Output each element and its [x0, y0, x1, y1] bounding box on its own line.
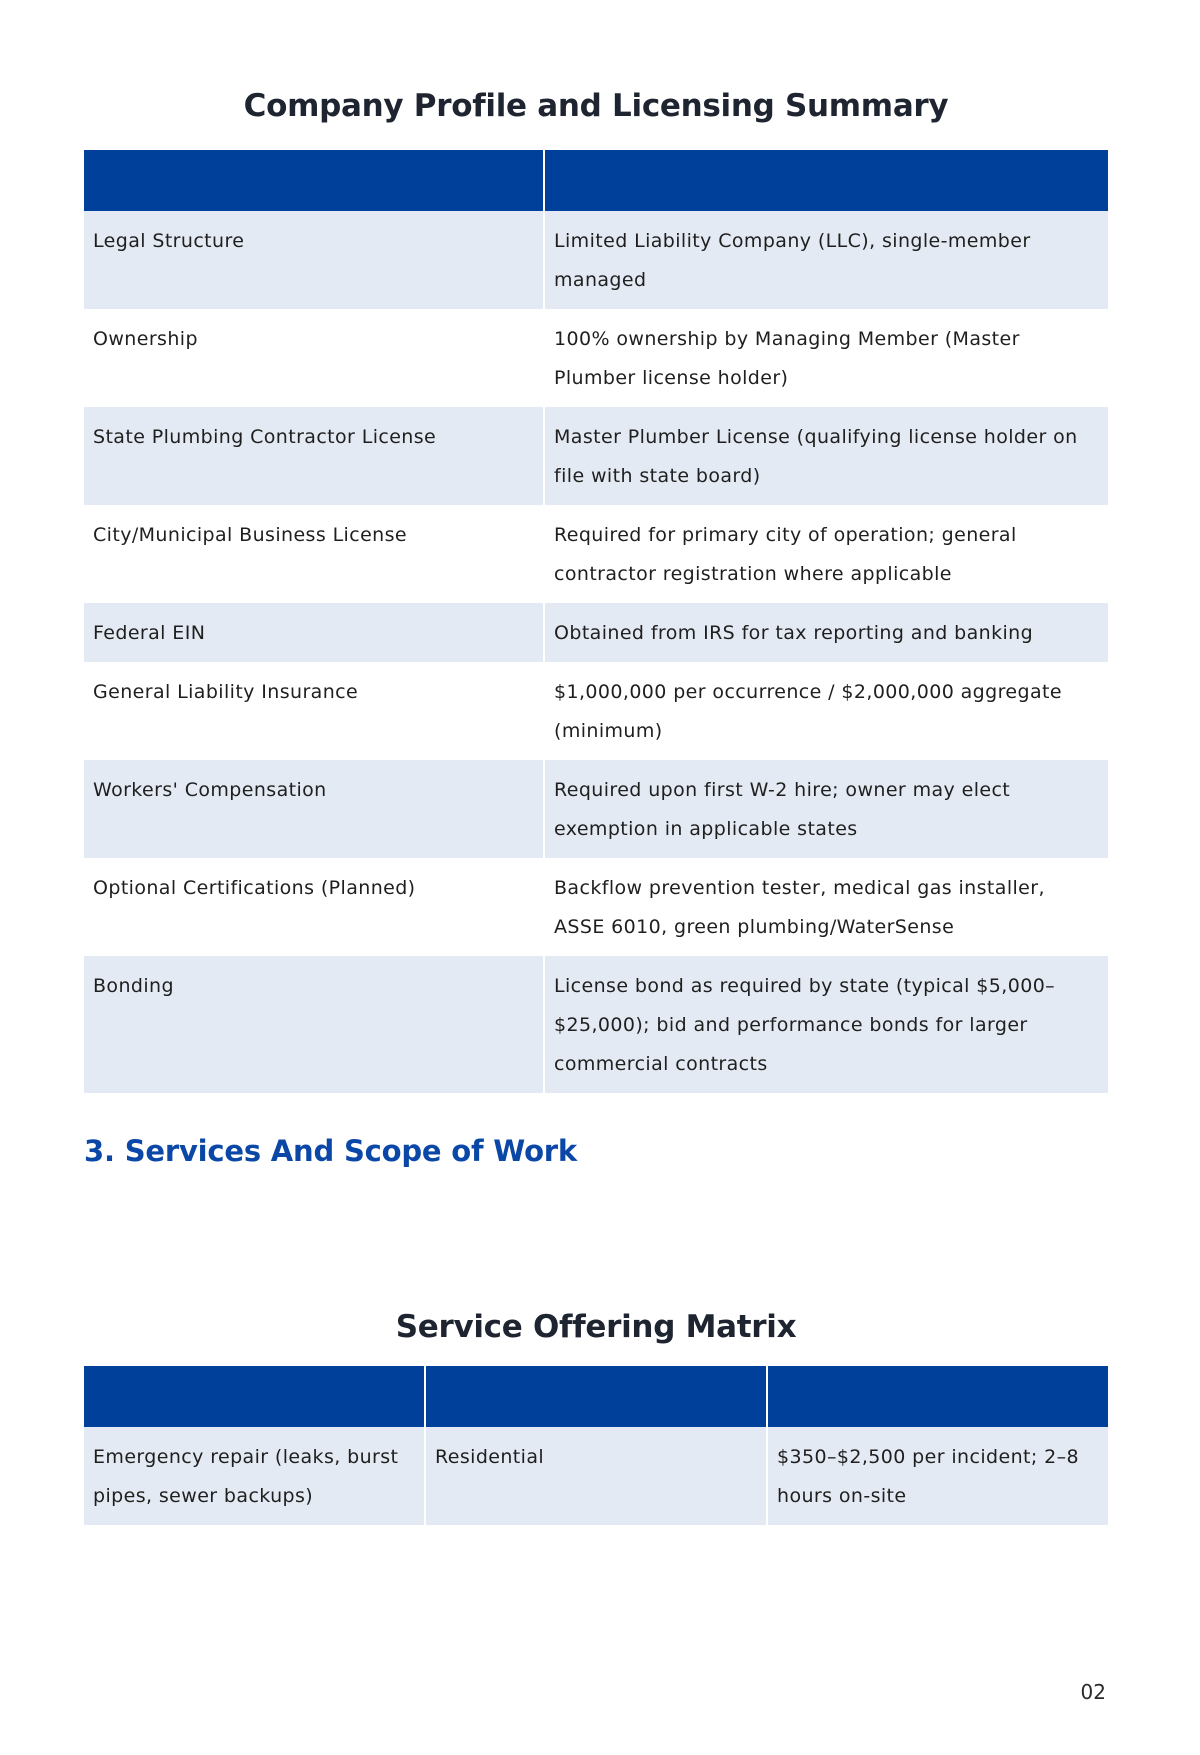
- table-row: [84, 309, 1108, 407]
- row-value: 100% ownership by Managing Member (Master Plumber license holder): [544, 309, 1108, 407]
- table-header-cell: [544, 150, 1108, 211]
- row-label: City/Municipal Business License: [84, 505, 544, 603]
- row-value: Master Plumber License (qualifying license holder on file with state board): [544, 407, 1108, 505]
- row-value: Required for primary city of operation; general contractor registration where applicable: [544, 505, 1108, 603]
- table-header-cell: [84, 1366, 425, 1427]
- company-profile-table: [84, 150, 1108, 1093]
- row-label: General Liability Insurance: [84, 662, 544, 760]
- table-row: [84, 662, 1108, 760]
- table-row: [84, 603, 1108, 662]
- profile-table-title: Company Profile and Licensing Summary: [243, 88, 949, 124]
- section-heading: 3. Services And Scope of Work: [84, 1134, 577, 1168]
- table-row: [84, 1427, 1108, 1525]
- table-row: [84, 211, 1108, 309]
- row-label: State Plumbing Contractor License: [84, 407, 544, 505]
- service-offering-table: [84, 1366, 1108, 1525]
- row-value: Limited Liability Company (LLC), single-member managed: [544, 211, 1108, 309]
- table-row: [84, 760, 1108, 858]
- matrix-table-title: Service Offering Matrix: [395, 1309, 797, 1345]
- row-value: $1,000,000 per occurrence / $2,000,000 aggregate (minimum): [544, 662, 1108, 760]
- table-row: [84, 505, 1108, 603]
- row-label: Workers' Compensation: [84, 760, 544, 858]
- pricing-cell: $350–$2,500 per incident; 2–8 hours on-site: [767, 1427, 1108, 1525]
- row-value: Obtained from IRS for tax reporting and banking: [544, 603, 1108, 662]
- row-label: Bonding: [84, 956, 544, 1093]
- row-value: Backflow prevention tester, medical gas installer, ASSE 6010, green plumbing/WaterSense: [544, 858, 1108, 956]
- table-header-cell: [767, 1366, 1108, 1427]
- segment-cell: Residential: [425, 1427, 767, 1525]
- row-value: Required upon first W-2 hire; owner may elect exemption in applicable states: [544, 760, 1108, 858]
- table-row: [84, 407, 1108, 505]
- row-label: Legal Structure: [84, 211, 544, 309]
- table-row: [84, 956, 1108, 1093]
- table-header-cell: [425, 1366, 767, 1427]
- service-cell: Emergency repair (leaks, burst pipes, sewer backups): [84, 1427, 425, 1525]
- row-label: Ownership: [84, 309, 544, 407]
- table-row: [84, 858, 1108, 956]
- page-number: 02: [1080, 1680, 1106, 1704]
- table-header-row: [84, 1366, 1108, 1427]
- row-label: Federal EIN: [84, 603, 544, 662]
- row-value: License bond as required by state (typical $5,000–$25,000); bid and performance bonds for larger commercial contracts: [544, 956, 1108, 1093]
- table-header-cell: [84, 150, 544, 211]
- row-label: Optional Certifications (Planned): [84, 858, 544, 956]
- table-header-row: [84, 150, 1108, 211]
